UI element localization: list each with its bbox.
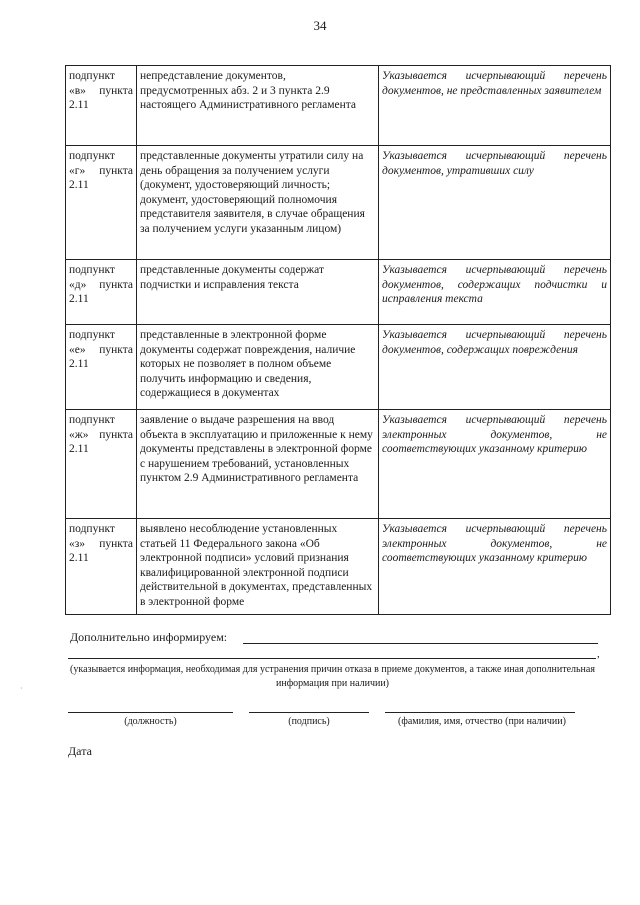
additional-info-fill-line xyxy=(243,643,598,644)
date-label: Дата xyxy=(68,744,92,758)
table-row xyxy=(66,519,611,615)
table-row xyxy=(66,260,611,325)
explanation-cell: Указывается исчерпывающий перечень документов, содержащих подчистки и исправления текста xyxy=(379,260,611,325)
table-row xyxy=(66,66,611,146)
signature-caption: (подпись) xyxy=(288,716,330,727)
position-signature-line xyxy=(68,712,233,713)
subpoint-cell: подпункт «г» пункта 2.11 xyxy=(66,146,137,260)
subpoint-cell: подпункт «ж» пункта 2.11 xyxy=(66,410,137,519)
subpoint-cell: подпункт «в» пункта 2.11 xyxy=(66,66,137,146)
page-number: 34 xyxy=(313,18,327,33)
subpoint-cell: подпункт «е» пункта 2.11 xyxy=(66,325,137,410)
name-signature-line xyxy=(385,712,575,713)
subpoint-cell: подпункт «з» пункта 2.11 xyxy=(66,519,137,615)
reason-cell: представленные в электронной форме документы содержат повреждения, наличие которых не позволяет в полном объеме получить информацию и сведения, содержащиеся в документах xyxy=(137,325,379,410)
signature-line xyxy=(249,712,369,713)
scan-mark: · xyxy=(20,684,23,693)
reason-cell: выявлено несоблюдение установленных статьей 11 Федерального закона «Об электронной подписи» условий признания квалифицированной электронной подписи действительной в документах, представленных в электронной форме xyxy=(137,519,379,615)
table-row xyxy=(66,410,611,519)
subpoint-cell: подпункт «д» пункта 2.11 xyxy=(66,260,137,325)
name-caption: (фамилия, имя, отчество (при наличии) xyxy=(398,716,566,727)
explanation-cell: Указывается исчерпывающий перечень электронных документов, не соответствующих указанному критерию xyxy=(379,519,611,615)
explanation-cell: Указывается исчерпывающий перечень документов, не представленных заявителем xyxy=(379,66,611,146)
line-end-comma: , xyxy=(597,648,600,660)
position-caption: (должность) xyxy=(124,716,177,727)
reason-cell: непредставление документов, предусмотренных абз. 2 и 3 пункта 2.9 настоящего Административного регламента xyxy=(137,66,379,146)
additional-info-fill-line-2 xyxy=(68,658,596,659)
reason-cell: представленные документы утратили силу на день обращения за получением услуги (документ, удостоверяющий личность; документ, удостоверяющий полномочия представителя заявителя, в случае обращения за получением услуги указанным лицом) xyxy=(137,146,379,260)
reason-cell: заявление о выдаче разрешения на ввод объекта в эксплуатацию и приложенные к нему документы представлены в электронной форме с нарушением требований, установленных пунктом 2.9 Административного регламента xyxy=(137,410,379,519)
reason-cell: представленные документы содержат подчистки и исправления текста xyxy=(137,260,379,325)
refusal-reasons-table xyxy=(65,65,611,615)
additional-info-hint: (указывается информация, необходимая для устранения причин отказа в приеме документов, а также иная дополнительная информация при наличии) xyxy=(70,664,595,689)
additional-info-label: Дополнительно информируем: xyxy=(70,630,228,644)
explanation-cell: Указывается исчерпывающий перечень электронных документов, не соответствующих указанному критерию xyxy=(379,410,611,519)
explanation-cell: Указывается исчерпывающий перечень документов, утративших силу xyxy=(379,146,611,260)
explanation-cell: Указывается исчерпывающий перечень документов, содержащих повреждения xyxy=(379,325,611,410)
table-row xyxy=(66,146,611,260)
table-row xyxy=(66,325,611,410)
